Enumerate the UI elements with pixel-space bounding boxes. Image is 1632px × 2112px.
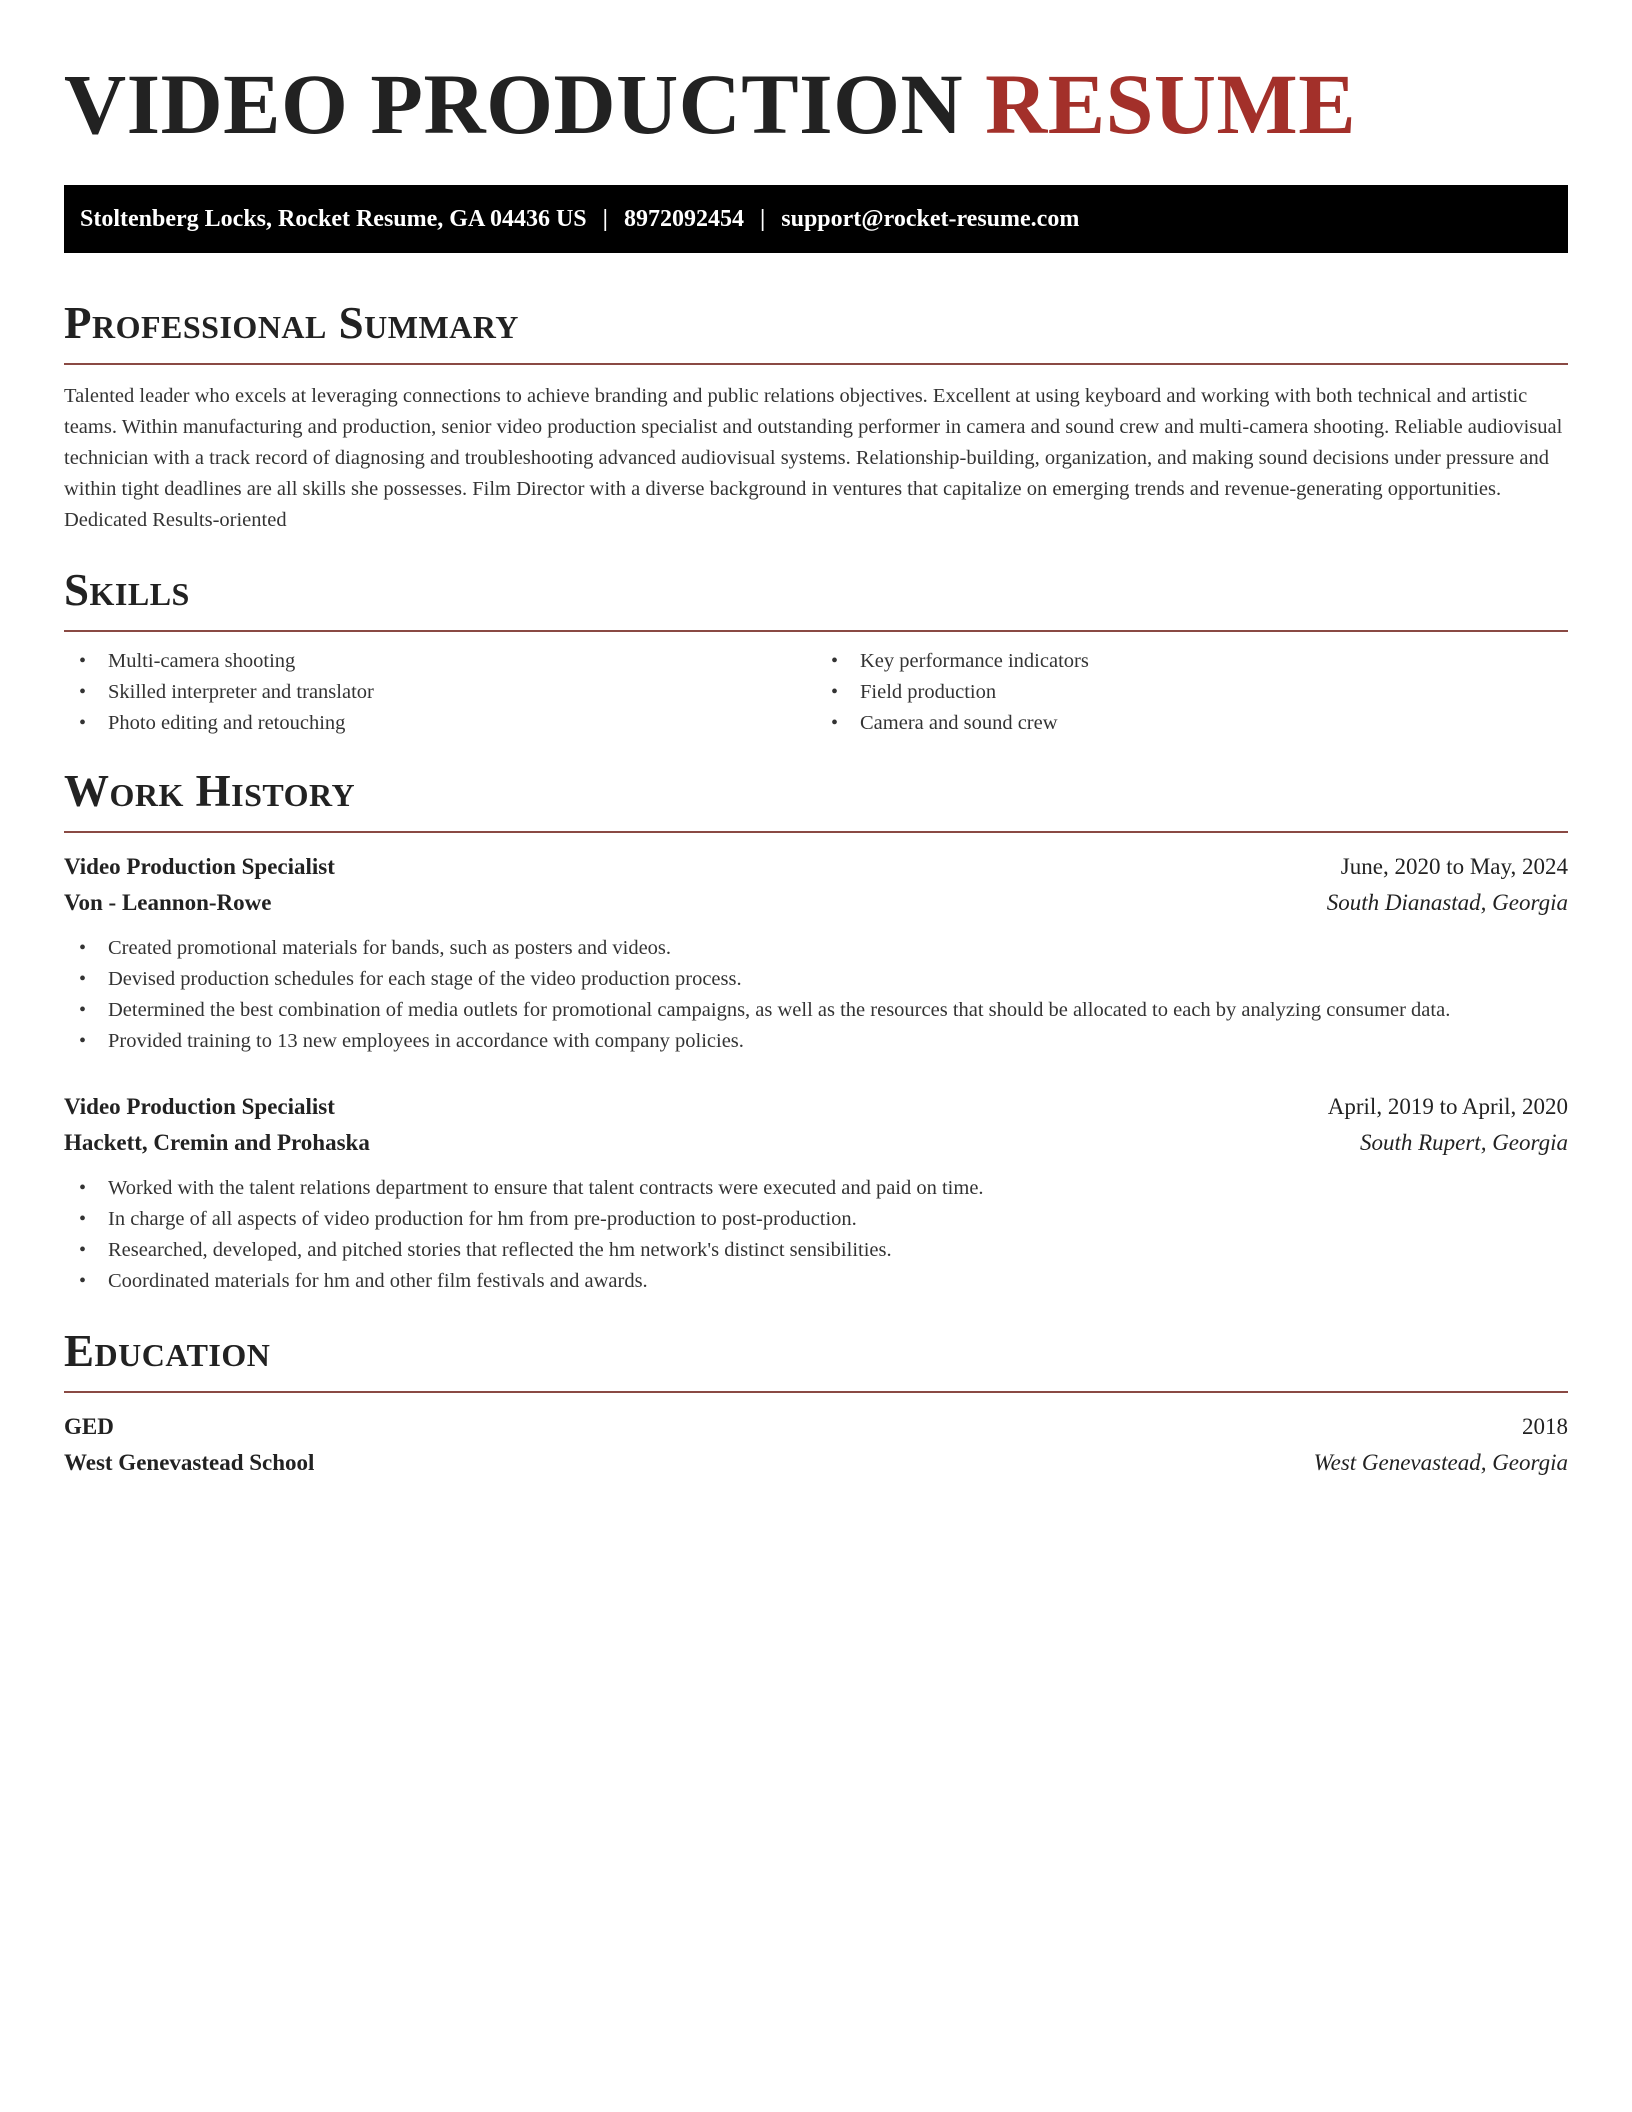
contact-separator: | — [602, 205, 608, 232]
bullet-icon: • — [79, 1177, 87, 1199]
duty-text: Devised production schedules for each stage of the video production process. — [108, 968, 742, 990]
job-header-row — [64, 851, 1568, 883]
bullet-icon: • — [79, 1208, 87, 1230]
duty-item — [64, 1204, 1568, 1235]
skills-section — [64, 564, 1568, 739]
duty-text: Worked with the talent relations department to ensure that talent contracts were executed and paid on time. — [108, 1177, 984, 1199]
job-location: South Dianastad, Georgia — [1326, 890, 1568, 915]
job-location: South Rupert, Georgia — [1359, 1130, 1568, 1155]
bullet-icon: • — [79, 968, 87, 990]
duty-text: Created promotional materials for bands, such as posters and videos. — [108, 937, 672, 959]
duty-text: In charge of all aspects of video production for hm from pre-production to post-production. — [108, 1208, 857, 1230]
skills-grid — [64, 646, 1568, 739]
bullet-icon: • — [79, 1239, 87, 1261]
duty-text: Coordinated materials for hm and other film festivals and awards. — [108, 1270, 648, 1292]
skill-label: Camera and sound crew — [860, 712, 1058, 734]
contact-email: support@rocket-resume.com — [781, 205, 1080, 232]
education-degree-row — [64, 1411, 1568, 1443]
skill-item — [816, 677, 1568, 708]
skill-label: Skilled interpreter and translator — [108, 681, 374, 703]
job-title: Video Production Specialist — [64, 1094, 335, 1119]
job-company: Hackett, Cremin and Prohaska — [64, 1130, 370, 1155]
summary-text: Talented leader who excels at leveraging connections to achieve branding and public relations objectives. Excellent at using keyboard and working with both technical and artistic teams. Within manufacturing and production, senior video production specialist and outstanding performer in camera and sound crew and multi-camera shooting. Reliable audiovisual technician with a track record of diagnosing and troubleshooting advanced audiovisual systems. Relationship-building, organization, and making sound decisions under pressure and within tight deadlines are all skills she possesses. Film Director with a diverse background in ventures that capitalize on emerging trends and revenue-generating opportunities. Dedicated Results-oriented — [64, 385, 1563, 531]
section-heading-summary: Professional Summary — [64, 298, 519, 348]
bullet-icon: • — [79, 1270, 87, 1292]
bullet-icon: • — [79, 650, 87, 672]
duty-item — [64, 1266, 1568, 1297]
job-header-row — [64, 1091, 1568, 1123]
skill-label: Multi-camera shooting — [108, 650, 296, 672]
contact-address: Stoltenberg Locks, Rocket Resume, GA 04436 US — [80, 205, 587, 232]
job-entry — [64, 1091, 1568, 1297]
bullet-icon: • — [79, 1030, 87, 1052]
section-divider — [64, 831, 1568, 833]
education-school-row — [64, 1447, 1568, 1479]
title-main: VIDEO PRODUCTION — [64, 56, 964, 152]
skill-label: Photo editing and retouching — [108, 712, 346, 734]
professional-summary-section — [64, 297, 1568, 536]
work-history-section — [64, 765, 1568, 1297]
skill-item — [64, 646, 816, 677]
skill-item — [64, 708, 816, 739]
skill-item — [816, 646, 1568, 677]
education-year: 2018 — [1522, 1414, 1568, 1439]
skill-item — [816, 708, 1568, 739]
education-location: West Genevastead, Georgia — [1313, 1450, 1568, 1475]
bullet-icon: • — [79, 681, 87, 703]
duty-item — [64, 1235, 1568, 1266]
duty-item — [64, 1173, 1568, 1204]
duty-item — [64, 933, 1568, 964]
contact-phone: 8972092454 — [623, 205, 744, 232]
section-heading-skills: Skills — [64, 565, 190, 615]
duty-item — [64, 964, 1568, 995]
job-company-row — [64, 887, 1568, 919]
bullet-icon: • — [79, 999, 87, 1021]
job-company: Von - Leannon-Rowe — [64, 890, 272, 915]
duty-text: Researched, developed, and pitched stories that reflected the hm network's distinct sensibilities. — [108, 1239, 892, 1261]
job-duties-list — [64, 1173, 1568, 1297]
resume-title — [64, 0, 1568, 150]
duty-text: Provided training to 13 new employees in accordance with company policies. — [108, 1030, 744, 1052]
bullet-icon: • — [831, 712, 839, 734]
contact-bar — [64, 185, 1568, 253]
section-divider — [64, 1391, 1568, 1393]
bullet-icon: • — [831, 650, 839, 672]
bullet-icon: • — [831, 681, 839, 703]
education-entry — [64, 1411, 1568, 1479]
duty-text: Determined the best combination of media outlets for promotional campaigns, as well as the resources that should be allocated to each by analyzing consumer data. — [108, 999, 1451, 1021]
title-accent: RESUME — [985, 56, 1357, 152]
education-degree: GED — [64, 1414, 114, 1439]
bullet-icon: • — [79, 937, 87, 959]
job-dates: June, 2020 to May, 2024 — [1340, 854, 1568, 879]
section-divider — [64, 630, 1568, 632]
skill-label: Key performance indicators — [860, 650, 1089, 672]
skill-item — [64, 677, 816, 708]
job-duties-list — [64, 933, 1568, 1057]
skills-column-right — [816, 646, 1568, 739]
job-title: Video Production Specialist — [64, 854, 335, 879]
skill-label: Field production — [860, 681, 997, 703]
section-heading-work-history: Work History — [64, 766, 356, 816]
duty-item — [64, 995, 1568, 1026]
education-section — [64, 1325, 1568, 1479]
bullet-icon: • — [79, 712, 87, 734]
contact-separator: | — [759, 205, 766, 232]
job-company-row — [64, 1127, 1568, 1159]
job-dates: April, 2019 to April, 2020 — [1327, 1094, 1568, 1119]
section-divider — [64, 363, 1568, 365]
job-entry — [64, 851, 1568, 1057]
duty-item — [64, 1026, 1568, 1057]
education-school: West Genevastead School — [64, 1450, 315, 1475]
skills-column-left — [64, 646, 816, 739]
section-heading-education: Education — [64, 1326, 271, 1376]
